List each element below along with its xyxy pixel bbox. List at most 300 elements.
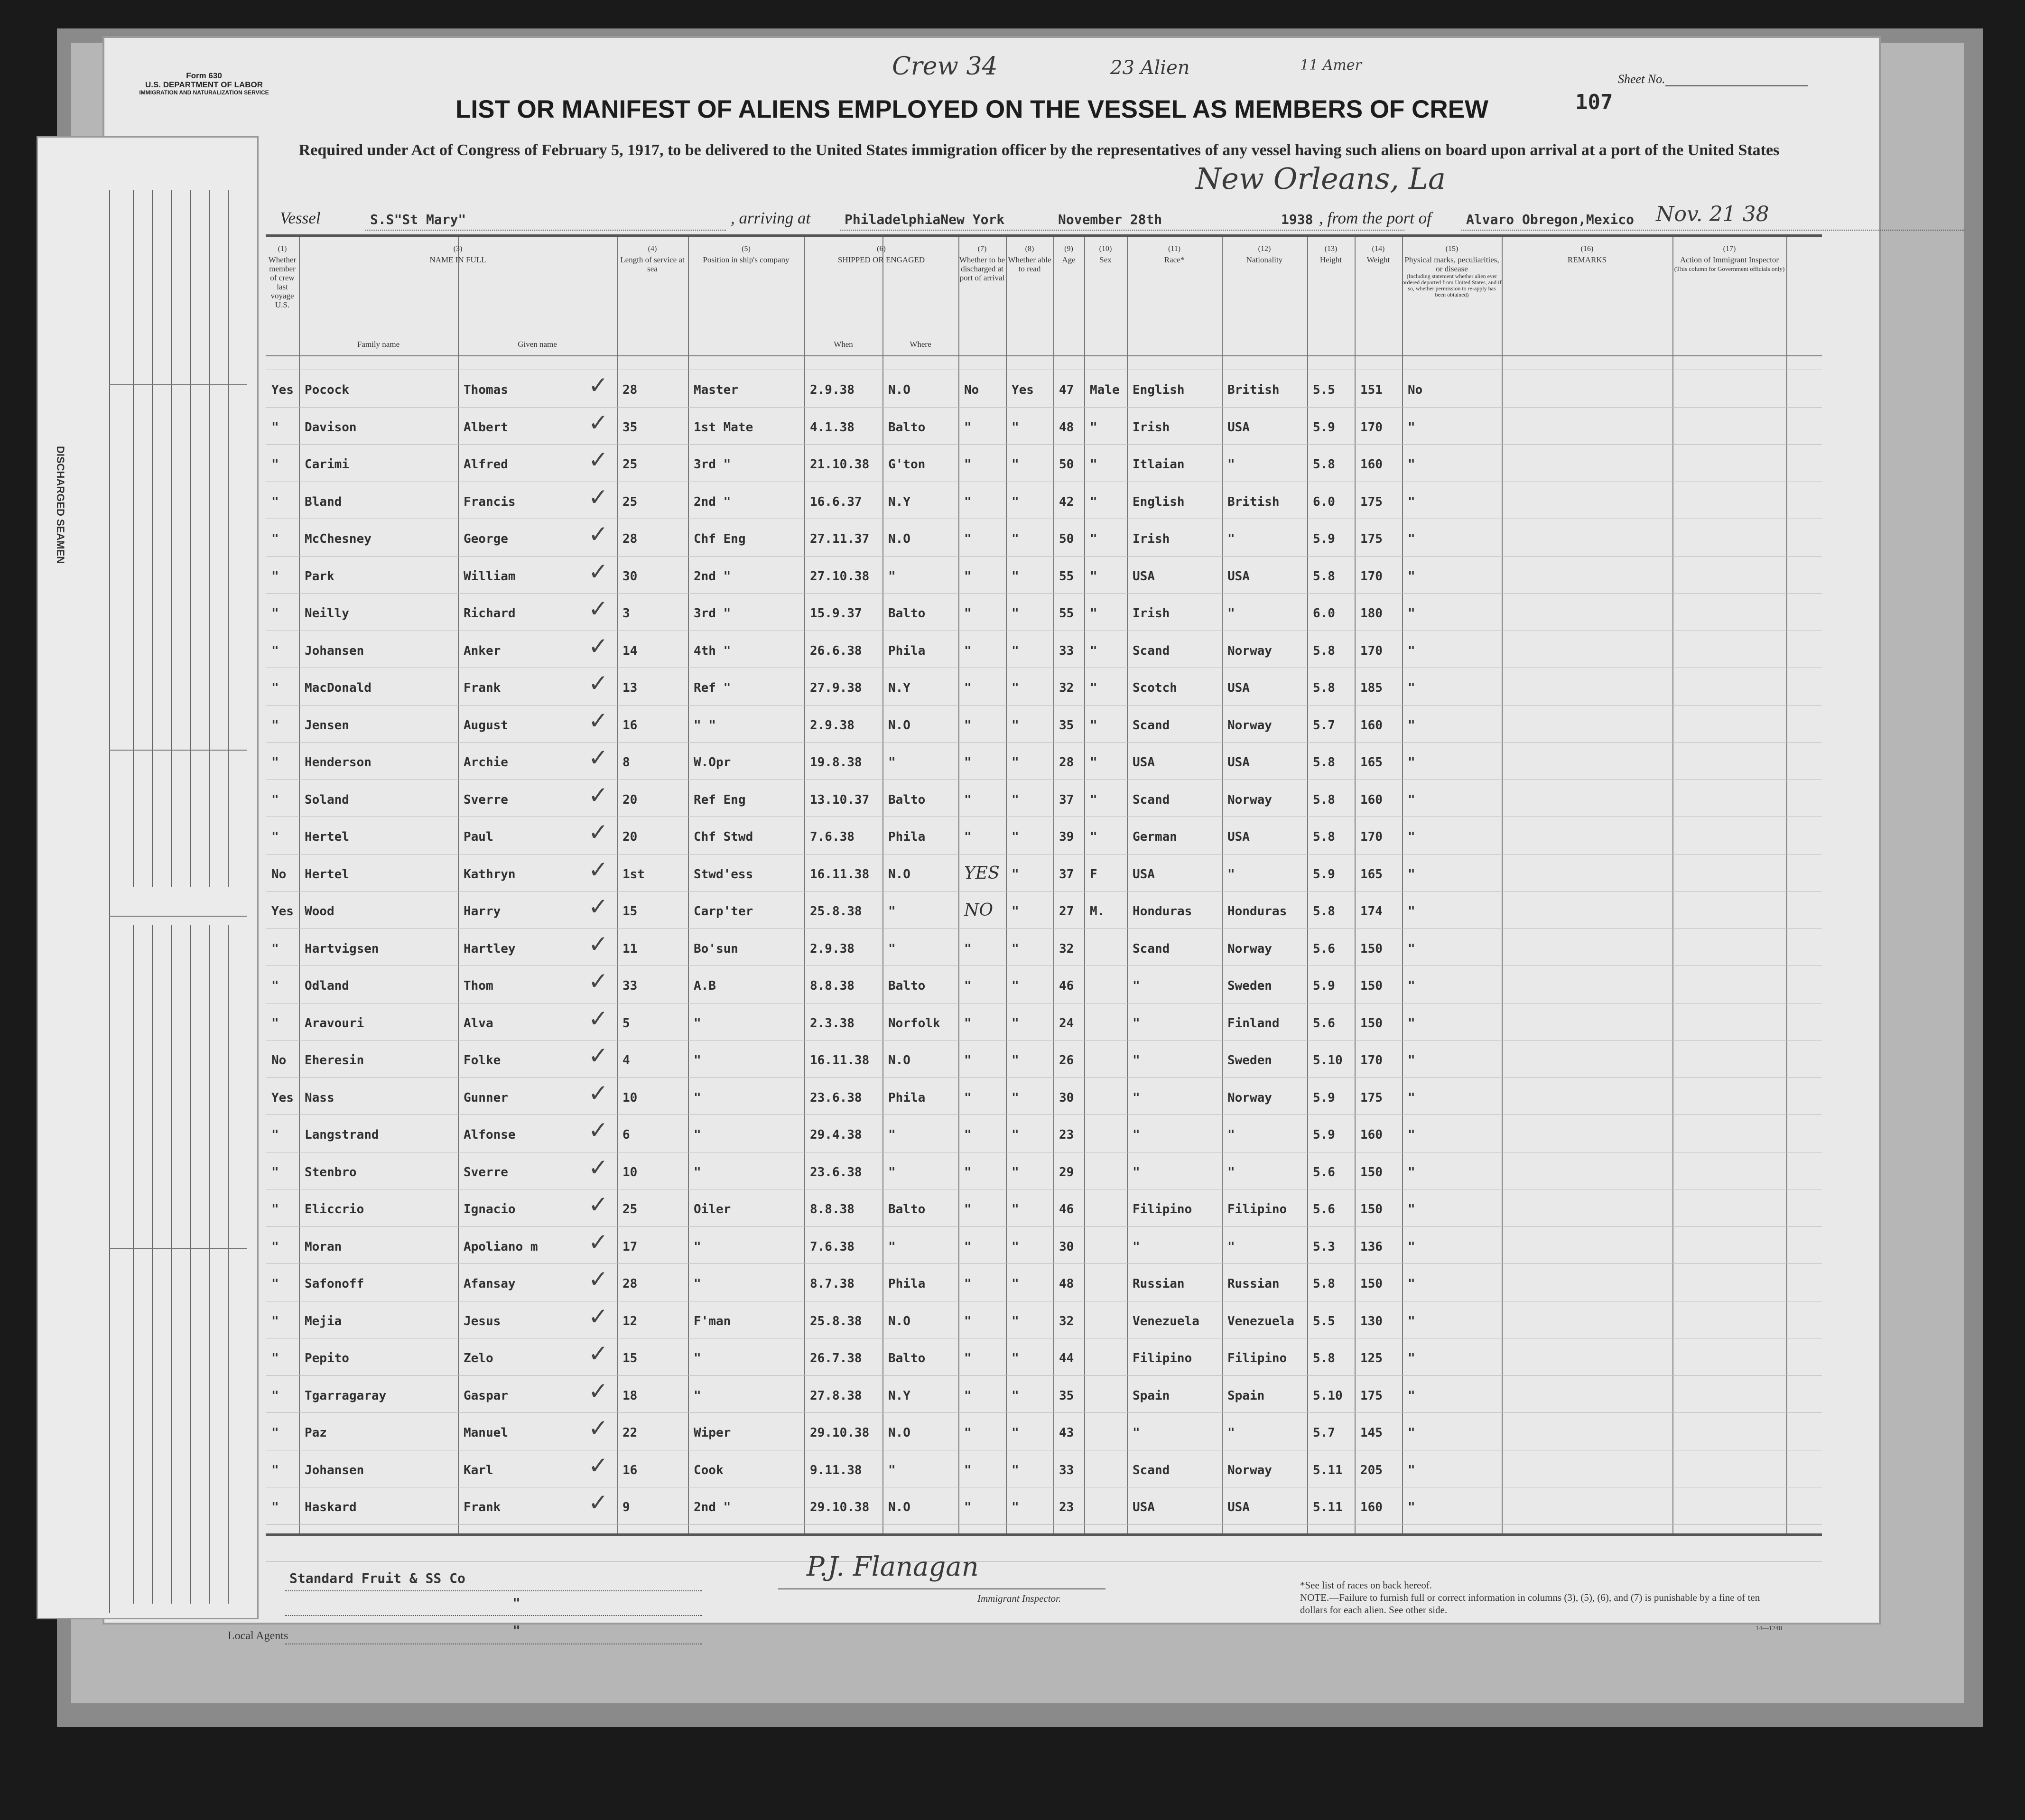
column-label: Physical marks, peculiarities, or disease [1404, 255, 1499, 273]
service-cell: 20 [622, 792, 638, 807]
discharged-cell: " [964, 1277, 972, 1291]
physical-marks-cell: " [1408, 532, 1415, 546]
column-rule [804, 237, 805, 1533]
where-cell: " [888, 1165, 896, 1179]
column-rule [688, 237, 689, 1533]
column-rule [299, 237, 300, 1533]
age-cell: 28 [1059, 755, 1074, 770]
check-mark-icon: ✓ [588, 483, 608, 511]
discharged-cell: " [964, 1165, 972, 1179]
age-cell: 35 [1059, 1388, 1074, 1403]
where-cell: Phila [888, 1090, 926, 1105]
height-cell: 5.6 [1313, 941, 1335, 956]
arrival-date: November 28th [1058, 212, 1162, 227]
crew-last-voyage-cell: " [271, 532, 279, 546]
nationality-cell: USA [1227, 755, 1250, 770]
position-cell: 3rd " [694, 606, 731, 621]
position-cell: 3rd " [694, 457, 731, 472]
family-name-cell: Paz [305, 1426, 327, 1440]
service-cell: 5 [622, 1016, 630, 1031]
row-rule [266, 1375, 1822, 1376]
given-name-cell: Karl [464, 1463, 493, 1477]
discharged-cell: " [964, 755, 972, 770]
row-rule [266, 705, 1822, 706]
check-mark-icon: ✓ [588, 1414, 608, 1442]
column-rule [1672, 237, 1673, 1533]
race-cell: Scand [1133, 1463, 1170, 1477]
height-cell: 5.8 [1313, 755, 1335, 770]
discharged-cell: " [964, 643, 972, 658]
discharged-cell: " [964, 979, 972, 993]
race-cell: Venezuela [1133, 1314, 1199, 1328]
sheet-no-line [1665, 85, 1808, 86]
column-label: Where [910, 340, 931, 349]
nationality-cell: Norway [1227, 718, 1272, 733]
position-cell: " [694, 1239, 701, 1254]
service-cell: 11 [622, 941, 638, 956]
given-name-cell: Jesus [464, 1314, 501, 1328]
column-label: Nationality [1246, 255, 1283, 264]
able-to-read-cell: " [1012, 755, 1019, 770]
discharged-cell: " [964, 1426, 972, 1440]
column-label: Age [1062, 255, 1076, 264]
column-header [1053, 237, 1084, 355]
check-mark-icon: ✓ [588, 1228, 608, 1256]
crew-last-voyage-cell: " [271, 643, 279, 658]
age-cell: 39 [1059, 830, 1074, 844]
position-cell: Stwd'ess [694, 867, 753, 882]
weight-cell: 205 [1360, 1463, 1383, 1477]
where-cell: N.O [888, 867, 910, 882]
able-to-read-cell: " [1012, 904, 1019, 919]
form-header [138, 71, 270, 96]
agent-ditto-1: " [512, 1595, 520, 1611]
stub-rule [171, 925, 172, 1604]
race-cell: Scand [1133, 792, 1170, 807]
column-rule [1053, 237, 1054, 1533]
discharged-cell: " [964, 1090, 972, 1105]
column-label: Height [1319, 255, 1342, 264]
port-note: New Orleans, La [1196, 161, 1446, 196]
race-cell: " [1133, 1090, 1140, 1105]
weight-cell: 160 [1360, 792, 1383, 807]
stub-rule [152, 190, 153, 887]
discharged-cell: " [964, 1351, 972, 1365]
able-to-read-cell: " [1012, 1426, 1019, 1440]
weight-cell: 165 [1360, 755, 1383, 770]
where-cell: Balto [888, 979, 926, 993]
stub-rule [209, 925, 210, 1604]
weight-cell: 130 [1360, 1314, 1383, 1328]
when-cell: 27.11.37 [810, 532, 870, 546]
family-name-cell: Safonoff [305, 1277, 364, 1291]
column-rule [1006, 237, 1007, 1533]
physical-marks-cell: " [1408, 941, 1415, 956]
able-to-read-cell: " [1012, 1090, 1019, 1105]
given-name-cell: Gaspar [464, 1388, 508, 1403]
weight-cell: 125 [1360, 1351, 1383, 1365]
when-cell: 2.3.38 [810, 1016, 855, 1031]
family-name-cell: Mejia [305, 1314, 342, 1328]
vessel-underline [365, 230, 726, 231]
discharged-cell: " [964, 681, 972, 695]
column-number: (11) [1168, 245, 1181, 253]
stub-rule [228, 925, 229, 1604]
physical-marks-cell: " [1408, 792, 1415, 807]
column-header [1222, 237, 1307, 355]
stub-rule [152, 925, 153, 1604]
age-cell: 35 [1059, 718, 1074, 733]
when-cell: 21.10.38 [810, 457, 870, 472]
weight-cell: 170 [1360, 569, 1383, 584]
nationality-cell: Norway [1227, 792, 1272, 807]
penalty-note: NOTE.—Failure to furnish full or correct information in columns (3), (5), (6), and (7) is punishable by a fine of ten dollars for each alien. See other side. [1300, 1592, 1760, 1616]
able-to-read-cell: " [1012, 1053, 1019, 1068]
where-cell: " [888, 569, 896, 584]
when-cell: 7.6.38 [810, 830, 855, 844]
height-cell: 5.7 [1313, 1426, 1335, 1440]
age-cell: 27 [1059, 904, 1074, 919]
race-cell: Itlaian [1133, 457, 1185, 472]
physical-marks-cell: " [1408, 1500, 1415, 1514]
header-divider [266, 355, 1822, 356]
race-cell: Scand [1133, 718, 1170, 733]
service-cell: 18 [622, 1388, 638, 1403]
position-cell: W.Opr [694, 755, 731, 770]
row-rule [266, 1077, 1822, 1078]
given-name-cell: Richard [464, 606, 516, 621]
nationality-cell: Sweden [1227, 979, 1272, 993]
vessel-label: Vessel [280, 209, 321, 227]
check-mark-icon: ✓ [588, 1340, 608, 1367]
race-cell: English [1133, 494, 1185, 509]
family-name-cell: Park [305, 569, 334, 584]
physical-marks-cell: " [1408, 979, 1415, 993]
given-name-cell: Albert [464, 420, 508, 435]
age-cell: 37 [1059, 792, 1074, 807]
column-rule [882, 237, 883, 1533]
agent-ditto-2: " [512, 1623, 520, 1638]
given-name-cell: Frank [464, 681, 501, 695]
when-cell: 13.10.37 [810, 792, 870, 807]
column-header [1307, 237, 1355, 355]
height-cell: 5.9 [1313, 979, 1335, 993]
service-cell: 33 [622, 979, 638, 993]
check-mark-icon: ✓ [588, 632, 608, 660]
shipped-label: SHIPPED OR ENGAGED [837, 255, 925, 264]
crew-last-voyage-cell: " [271, 1239, 279, 1254]
crew-last-voyage-cell: " [271, 1463, 279, 1477]
crew-table [266, 234, 1822, 1536]
where-cell: Phila [888, 1277, 926, 1291]
service-cell: 25 [622, 1202, 638, 1216]
manifest-sheet [104, 38, 1879, 1642]
discharged-cell: " [964, 1128, 972, 1142]
nationality-cell: British [1227, 383, 1280, 397]
height-cell: 5.6 [1313, 1016, 1335, 1031]
where-cell: " [888, 755, 896, 770]
family-name-cell: Pepito [305, 1351, 349, 1365]
family-name-cell: Haskard [305, 1500, 357, 1514]
row-rule [266, 444, 1822, 445]
weight-cell: 160 [1360, 1128, 1383, 1142]
where-cell: Phila [888, 830, 926, 844]
age-cell: 33 [1059, 1463, 1074, 1477]
row-rule [266, 1561, 1822, 1562]
when-cell: 29.4.38 [810, 1128, 862, 1142]
age-cell: 46 [1059, 1202, 1074, 1216]
discharged-cell: " [964, 1016, 972, 1031]
age-cell: 23 [1059, 1128, 1074, 1142]
crew-last-voyage-cell: " [271, 941, 279, 956]
service-cell: 28 [622, 1277, 638, 1291]
sheet-no-value: 107 [1575, 90, 1613, 114]
column-label: Action of Immigrant Inspector [1680, 255, 1779, 264]
column-label: Whether member of crew last voyage U.S. [268, 255, 297, 309]
age-cell: 33 [1059, 643, 1074, 658]
when-cell: 16.6.37 [810, 494, 862, 509]
manifest-title: LIST OR MANIFEST OF ALIENS EMPLOYED ON THE VESSEL AS MEMBERS OF CREW [455, 95, 1489, 123]
where-cell: Balto [888, 792, 926, 807]
column-label: REMARKS [1567, 255, 1607, 264]
given-name-cell: Alfonse [464, 1128, 516, 1142]
position-cell: F'man [694, 1314, 731, 1328]
position-cell: 2nd " [694, 494, 731, 509]
check-mark-icon: ✓ [588, 446, 608, 474]
sex-cell: " [1090, 643, 1097, 658]
age-cell: 46 [1059, 979, 1074, 993]
height-cell: 5.8 [1313, 792, 1335, 807]
family-name-cell: Eheresin [305, 1053, 364, 1068]
height-cell: 5.6 [1313, 1165, 1335, 1179]
weight-cell: 150 [1360, 1277, 1383, 1291]
crew-last-voyage-cell: " [271, 1277, 279, 1291]
check-mark-icon: ✓ [588, 669, 608, 697]
discharged-cell: YES [964, 863, 1000, 883]
age-cell: 55 [1059, 606, 1074, 621]
able-to-read-cell: " [1012, 867, 1019, 882]
row-rule [266, 1263, 1822, 1264]
when-cell: 8.7.38 [810, 1277, 855, 1291]
family-name-cell: Soland [305, 792, 349, 807]
able-to-read-cell: " [1012, 532, 1019, 546]
physical-marks-cell: " [1408, 1277, 1415, 1291]
row-rule [266, 593, 1822, 594]
column-label: Sex [1099, 255, 1112, 264]
race-cell: " [1133, 1128, 1140, 1142]
column-header [1355, 237, 1402, 355]
discharged-cell: " [964, 1463, 972, 1477]
age-cell: 30 [1059, 1090, 1074, 1105]
discharged-cell: " [964, 494, 972, 509]
sex-cell: Male [1090, 383, 1120, 397]
column-rule [1402, 237, 1403, 1533]
service-cell: 25 [622, 494, 638, 509]
family-name-cell: Moran [305, 1239, 342, 1254]
service-cell: 16 [622, 1463, 638, 1477]
when-cell: 9.11.38 [810, 1463, 862, 1477]
check-mark-icon: ✓ [588, 1079, 608, 1107]
race-cell: USA [1133, 569, 1155, 584]
column-number: (10) [1099, 245, 1112, 253]
height-cell: 5.8 [1313, 681, 1335, 695]
height-cell: 6.0 [1313, 494, 1335, 509]
nationality-cell: Filipino [1227, 1351, 1287, 1365]
physical-marks-cell: " [1408, 1053, 1415, 1068]
column-rule [1355, 237, 1356, 1533]
nationality-cell: Norway [1227, 643, 1272, 658]
stub-hrule [109, 1248, 247, 1249]
family-name-cell: Tgarragaray [305, 1388, 387, 1403]
stub-hrule [109, 916, 247, 917]
physical-marks-cell: " [1408, 494, 1415, 509]
column-rule [1786, 237, 1787, 1533]
column-number: (4) [648, 245, 657, 253]
able-to-read-cell: " [1012, 1239, 1019, 1254]
age-cell: 26 [1059, 1053, 1074, 1068]
stub-rule [209, 190, 210, 887]
crew-last-voyage-cell: " [271, 457, 279, 472]
service-cell: 30 [622, 569, 638, 584]
sheet-no-label: Sheet No. [1618, 72, 1665, 86]
when-cell: 29.10.38 [810, 1500, 870, 1514]
height-cell: 5.5 [1313, 1314, 1335, 1328]
able-to-read-cell: " [1012, 1277, 1019, 1291]
discharged-cell: " [964, 457, 972, 472]
discharged-cell: " [964, 1500, 972, 1514]
family-name-cell: Pocock [305, 383, 349, 397]
column-label: Whether to be discharged at port of arrival [959, 255, 1005, 282]
able-to-read-cell: " [1012, 494, 1019, 509]
agent-line-1 [285, 1590, 702, 1591]
weight-cell: 150 [1360, 979, 1383, 993]
position-cell: " [694, 1090, 701, 1105]
race-cell: Scand [1133, 941, 1170, 956]
service-cell: 28 [622, 532, 638, 546]
discharged-cell: " [964, 420, 972, 435]
check-mark-icon: ✓ [588, 1451, 608, 1479]
physical-marks-cell: " [1408, 420, 1415, 435]
crew-last-voyage-cell: " [271, 420, 279, 435]
crew-last-voyage-cell: Yes [271, 383, 294, 397]
service-cell: 10 [622, 1165, 638, 1179]
discharged-seamen-stub [38, 138, 257, 1618]
service: IMMIGRATION AND NATURALIZATION SERVICE [139, 89, 269, 96]
height-cell: 5.7 [1313, 718, 1335, 733]
shipped-group-header [804, 237, 958, 294]
position-cell: 4th " [694, 643, 731, 658]
from-label: , from the port of [1319, 209, 1431, 227]
row-rule [266, 1226, 1822, 1227]
given-name-cell: Gunner [464, 1090, 508, 1105]
column-number: (6) [877, 245, 886, 253]
check-mark-icon: ✓ [588, 1265, 608, 1293]
race-cell: Scotch [1133, 681, 1177, 695]
crew-last-voyage-cell: " [271, 1388, 279, 1403]
family-name-cell: Odland [305, 979, 349, 993]
crew-last-voyage-cell: " [271, 494, 279, 509]
height-cell: 5.8 [1313, 1277, 1335, 1291]
service-cell: 1st [622, 867, 645, 882]
able-to-read-cell: " [1012, 1463, 1019, 1477]
where-cell: " [888, 1239, 896, 1254]
discharged-cell: NO [964, 901, 994, 920]
race-cell: Filipino [1133, 1351, 1192, 1365]
where-cell: N.O [888, 383, 910, 397]
where-cell: Norfolk [888, 1016, 940, 1031]
arriving-label: , arriving at [731, 209, 811, 227]
when-cell: 4.1.38 [810, 420, 855, 435]
physical-marks-cell: " [1408, 1426, 1415, 1440]
crew-last-voyage-cell: " [271, 1426, 279, 1440]
weight-cell: 160 [1360, 1500, 1383, 1514]
family-name-cell: Davison [305, 420, 357, 435]
races-note: *See list of races on back hereof. [1300, 1579, 1432, 1591]
race-cell: Russian [1133, 1277, 1185, 1291]
where-cell: N.O [888, 1314, 910, 1328]
stub-rule [190, 190, 191, 887]
physical-marks-cell: " [1408, 457, 1415, 472]
sex-cell: " [1090, 420, 1097, 435]
crew-last-voyage-cell: " [271, 1016, 279, 1031]
discharged-cell: " [964, 532, 972, 546]
column-rule [958, 237, 959, 1533]
where-cell: Balto [888, 1202, 926, 1216]
when-cell: 25.8.38 [810, 904, 862, 919]
given-name-cell: Sverre [464, 792, 508, 807]
physical-marks-cell: " [1408, 1090, 1415, 1105]
where-cell: " [888, 1128, 896, 1142]
given-name-cell: Thom [464, 979, 493, 993]
age-cell: 32 [1059, 1314, 1074, 1328]
arriving-underline [840, 230, 1404, 231]
column-label: Whether able to read [1008, 255, 1051, 273]
column-number: (1) [278, 245, 287, 253]
able-to-read-cell: Yes [1012, 383, 1034, 397]
nationality-cell: " [1227, 606, 1235, 621]
where-cell: Balto [888, 420, 926, 435]
column-number: (15) [1445, 245, 1458, 253]
form-number: Form 630 [186, 71, 222, 80]
row-rule [266, 1114, 1822, 1115]
column-number: (13) [1324, 245, 1338, 253]
given-name-cell: Apoliano m [464, 1239, 538, 1254]
where-cell: " [888, 904, 896, 919]
position-cell: Chf Stwd [694, 830, 753, 844]
given-name-cell: August [464, 718, 508, 733]
position-cell: 2nd " [694, 569, 731, 584]
check-mark-icon: ✓ [588, 744, 608, 771]
when-cell: 27.8.38 [810, 1388, 862, 1403]
check-mark-icon: ✓ [588, 930, 608, 958]
physical-marks-cell: " [1408, 606, 1415, 621]
column-label: Weight [1366, 255, 1390, 264]
when-cell: 29.10.38 [810, 1426, 870, 1440]
sex-cell: F [1090, 867, 1097, 882]
check-mark-icon: ✓ [588, 1302, 608, 1330]
able-to-read-cell: " [1012, 792, 1019, 807]
service-cell: 9 [622, 1500, 630, 1514]
given-name-cell: Folke [464, 1053, 501, 1068]
sex-cell: M. [1090, 904, 1105, 919]
family-name-cell: Hartvigsen [305, 941, 379, 956]
signature-line [778, 1588, 1105, 1589]
weight-cell: 160 [1360, 718, 1383, 733]
physical-marks-cell: " [1408, 1202, 1415, 1216]
crew-last-voyage-cell: " [271, 1351, 279, 1365]
family-name-cell: Hertel [305, 830, 349, 844]
nationality-cell: Spain [1227, 1388, 1265, 1403]
